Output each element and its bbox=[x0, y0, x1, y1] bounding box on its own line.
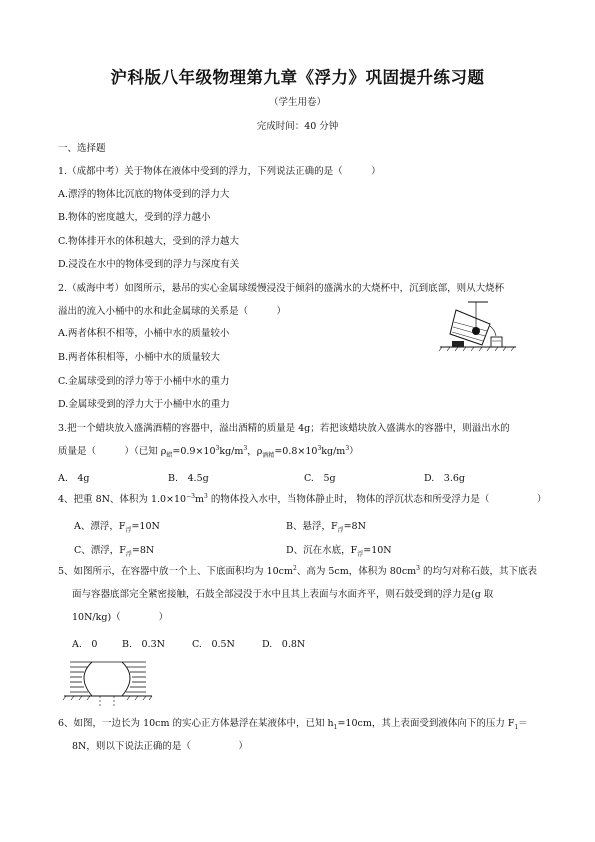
q3-option-b[interactable]: B. 4.5g bbox=[168, 473, 209, 484]
q3-option-d[interactable]: D. 3.6g bbox=[424, 473, 465, 484]
q5-option-d[interactable]: D. 0.8N bbox=[262, 639, 306, 650]
q5-stem-line1: 5、如图所示，在容器中放一个上、下底面积均为 $10cm^2$、高为 5cm，体积为 $80cm^3$ 的均匀对称石鼓，其下底表 bbox=[58, 564, 538, 577]
q1-stem: 1.（成都中考）关于物体在液体中受到的浮力，下列说法正确的是（ ） bbox=[58, 166, 381, 177]
q5-option-a[interactable]: A. 0 bbox=[72, 639, 98, 650]
q4-stem: 4、把重 8N、体积为 $1.0\times 10^{-3}m^3$ 的物体投入水中，当物体静止时， 物体的浮沉状态和所受浮力是（ ） bbox=[58, 492, 547, 505]
q1-option-c[interactable]: C.物体排开水的体积越大，受到的浮力越大 bbox=[58, 236, 239, 247]
section-heading: 一、选择题 bbox=[58, 143, 106, 154]
q3-option-c[interactable]: C. 5g bbox=[304, 473, 336, 484]
q1-option-a[interactable]: A.漂浮的物体比沉底的物体受到的浮力大 bbox=[58, 189, 230, 200]
page-title: 沪科版八年级物理第九章《浮力》巩固提升练习题 bbox=[110, 68, 485, 87]
q1-option-b[interactable]: B.物体的密度越大，受到的浮力越小 bbox=[58, 212, 211, 223]
q2-option-c[interactable]: C.金属球受到的浮力等于小桶中水的重力 bbox=[58, 376, 230, 387]
q2-option-a[interactable]: A.两者体积不相等，小桶中水的质量较小 bbox=[58, 328, 230, 339]
q5-stem-line3: 10N/kg)（ ） bbox=[72, 612, 169, 623]
student-edition-label: （学生用卷） bbox=[268, 97, 326, 108]
q2-option-d[interactable]: D.金属球受到的浮力大于小桶中水的重力 bbox=[58, 399, 230, 410]
q1-option-d[interactable]: D.浸没在水中的物体受到的浮力与深度有关 bbox=[58, 259, 240, 270]
q5-stem-line2: 面与容器底部完全紧密接触，石鼓全部浸没于水中且其上表面与水面齐平，则石鼓受到的浮力是(g 取 bbox=[72, 589, 494, 600]
q3-stem-line2: 质量是（ ）（已知 $\rho_蜡=0.9\times 10^3kg/m^3$，$\rho_{酒精}=0.8\times 10^3kg/m^3$） bbox=[58, 444, 359, 459]
q5-option-b[interactable]: B. 0.3N bbox=[122, 639, 165, 650]
q2-stem-line2: 溢出的流入小桶中的水和此金属球的关系是（ ） bbox=[58, 306, 287, 317]
q2-option-b[interactable]: B.两者体积相等，小桶中水的质量较大 bbox=[58, 352, 221, 363]
q5-option-c[interactable]: C. 0.5N bbox=[192, 639, 235, 650]
q4-option-b[interactable]: B、悬浮，$F_浮=8N$ bbox=[286, 521, 366, 534]
q6-stem-line1: 6、如图，一边长为 10cm 的实心正方体悬浮在某液体中，已知 $h_1=10cm$，其上表面受到液体向下的压力 $F_1=$ bbox=[58, 718, 528, 731]
q2-beaker-figure bbox=[438, 300, 518, 352]
q6-stem-line2: 8N，则以下说法正确的是（ ） bbox=[72, 741, 248, 752]
q3-stem-line1: 3.把一个蜡块放入盛满酒精的容器中，溢出酒精的质量是 4g；若把该蜡块放入盛满水的容器中，则溢出水的 bbox=[58, 423, 510, 434]
q3-option-a[interactable]: A. 4g bbox=[58, 473, 90, 484]
q2-stem-line1: 2.（威海中考）如图所示，悬吊的实心金属球缓慢浸没于倾斜的盛满水的大烧杯中，沉到底部，则从大烧杯 bbox=[58, 283, 505, 294]
q5-stone-drum-figure bbox=[60, 658, 156, 710]
q4-option-d[interactable]: D、沉在水底，$F_浮=10N$ bbox=[286, 545, 392, 558]
q4-option-a[interactable]: A、漂浮，$F_浮=10N$ bbox=[74, 521, 160, 534]
q4-option-c[interactable]: C、漂浮，$F_浮=8N$ bbox=[74, 545, 155, 558]
completion-time: 完成时间：40 分钟 bbox=[256, 121, 339, 132]
